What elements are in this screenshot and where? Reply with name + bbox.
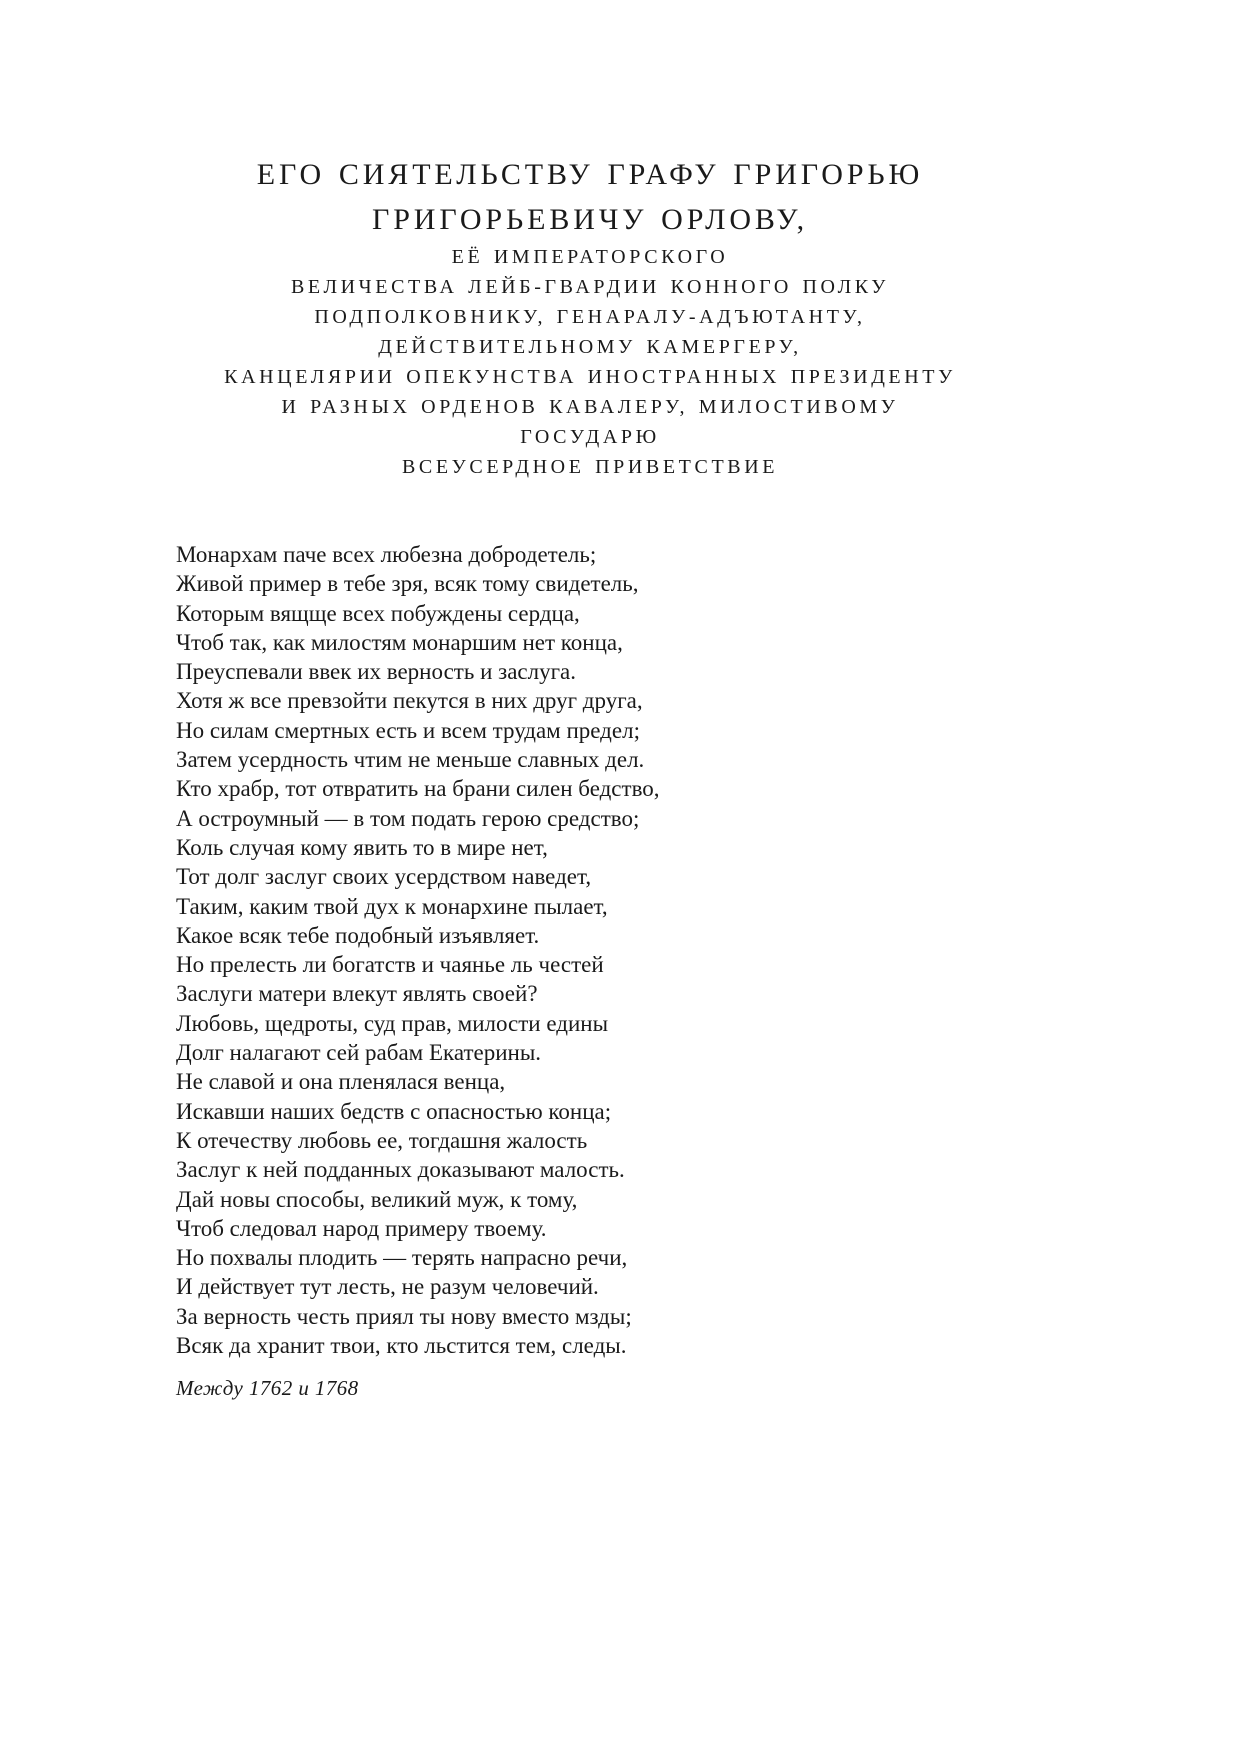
poem-line: Но прелесть ли богатств и чаянье ль честей xyxy=(176,952,604,978)
poem-line: Которым вящще всех побуждены сердца, xyxy=(176,600,580,626)
poem-line: Чтоб следовал народ примеру твоему. xyxy=(176,1215,547,1241)
poem-line: Дай новы способы, великий муж, к тому, xyxy=(176,1186,578,1212)
poem-line: Живой пример в тебе зря, всяк тому свидетель, xyxy=(176,571,639,597)
dedication-subtitle-line: ВСЕУСЕРДНОЕ ПРИВЕТСТВИЕ xyxy=(401,456,779,478)
poem-line: Долг налагают сей рабам Екатерины. xyxy=(176,1040,542,1066)
dedication-heading xyxy=(150,152,1030,482)
dedication-subtitle-line: И РАЗНЫХ ОРДЕНОВ КАВАЛЕРУ, МИЛОСТИВОМУ xyxy=(281,396,899,418)
poem-line: Искавши наших бедств с опасностью конца; xyxy=(176,1098,612,1124)
poem-line: Заслуг к ней подданных доказывают малость. xyxy=(176,1157,625,1183)
poem-line: К отечеству любовь ее, тогдашня жалость xyxy=(176,1127,588,1153)
poem-line: Всяк да хранит твои, кто льстится тем, следы. xyxy=(176,1333,627,1359)
dedication-subtitle-line: ЕЁ ИМПЕРАТОРСКОГО xyxy=(451,246,729,268)
poem-line: Тот долг заслуг своих усердством наведет, xyxy=(176,864,592,890)
poem-line: Но силам смертных есть и всем трудам предел; xyxy=(176,717,640,743)
poem-line: Чтоб так, как милостям монаршим нет конца, xyxy=(176,629,623,655)
poem-line: Не славой и она пленялася венца, xyxy=(176,1069,506,1095)
poem-line: Любовь, щедроты, суд прав, милости едины xyxy=(176,1010,609,1036)
date-note: Между 1762 и 1768 xyxy=(176,1376,359,1400)
dedication-title-line: ГРИГОРЬЕВИЧУ ОРЛОВУ, xyxy=(371,203,809,236)
poem-line: Какое всяк тебе подобный изъявляет. xyxy=(176,922,540,948)
dedication-title-line: ЕГО СИЯТЕЛЬСТВУ ГРАФУ ГРИГОРЬЮ xyxy=(256,158,924,191)
dedication-subtitle-line: ГОСУДАРЮ xyxy=(520,426,660,448)
poem-line: Но похвалы плодить — терять напрасно речи, xyxy=(176,1245,628,1271)
dedication-subtitle-line: ВЕЛИЧЕСТВА ЛЕЙБ-ГВАРДИИ КОННОГО ПОЛКУ xyxy=(290,276,890,298)
poem-body xyxy=(176,540,1076,1360)
dedication-subtitle-line: ПОДПОЛКОВНИКУ, ГЕНАРАЛУ-АДЪЮТАНТУ, xyxy=(314,306,866,328)
poem-line: За верность честь приял ты нову вместо мзды; xyxy=(176,1303,632,1329)
poem-line: Заслуги матери влекут являть своей? xyxy=(176,981,538,1007)
poem-line: Коль случая кому явить то в мире нет, xyxy=(176,834,548,860)
poem-line: Преуспевали ввек их верность и заслуга. xyxy=(176,659,576,685)
poem-line: Кто храбр, тот отвратить на брани силен бедство, xyxy=(176,776,660,802)
dedication-subtitle-line: КАНЦЕЛЯРИИ ОПЕКУНСТВА ИНОСТРАННЫХ ПРЕЗИДЕНТУ xyxy=(224,366,956,388)
poem-line: А остроумный — в том подать герою средство; xyxy=(176,805,640,831)
poem-line: Затем усердность чтим не меньше славных дел. xyxy=(176,747,645,773)
poem-line: Таким, каким твой дух к монархине пылает, xyxy=(176,893,608,919)
dedication-subtitle-line: ДЕЙСТВИТЕЛЬНОМУ КАМЕРГЕРУ, xyxy=(378,336,802,358)
poem-line: Хотя ж все превзойти пекутся в них друг друга, xyxy=(176,688,643,714)
poem-line: Монархам паче всех любезна добродетель; xyxy=(176,542,597,567)
poem-line: И действует тут лесть, не разум человечий. xyxy=(176,1274,599,1300)
